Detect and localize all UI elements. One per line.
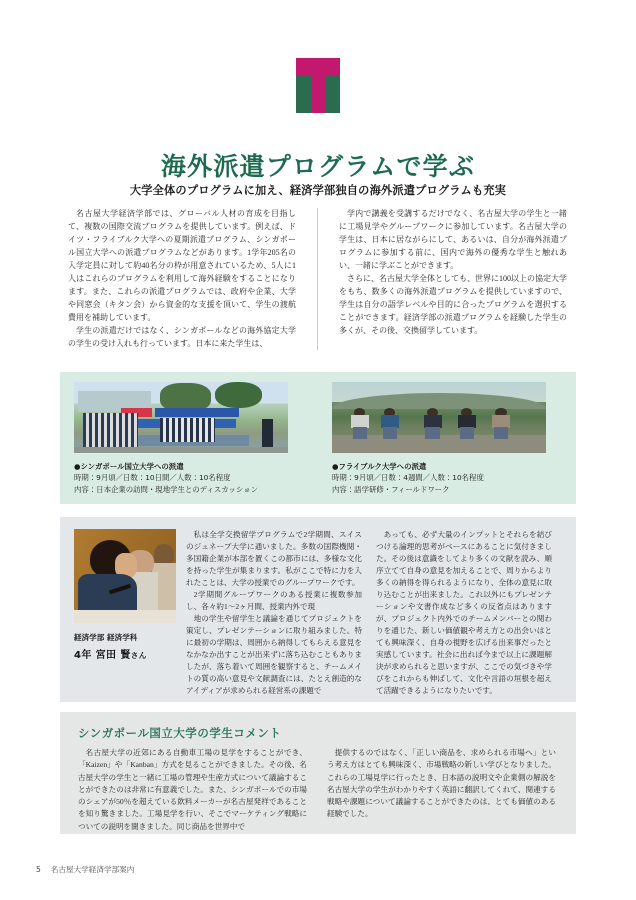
student-portrait-photo — [74, 529, 176, 623]
intro-paragraph-3: 学内で講義を受講するだけでなく、名古屋大学の学生と一緒に工場見学やグループワークに参加しています。名古屋大学の学生は、日本に居ながらにして、あるいは、自分が海外派遣プログラムに参加する前に、国内で海外の優秀な学生と触れあい、一緒に学ぶことができます。 — [339, 209, 567, 270]
photo-caption-freiburg — [332, 461, 576, 495]
student-name-suffix: さん — [130, 651, 147, 660]
comment-paragraph-left: 名古屋大学の近郊にある自動車工場の見学をすることができ、「Kaizen」や「Kanban」方式を見ることができました。その後、名古屋大学の学生と一緒に工場の管理や生産方式について議論することができたのは非常に有意義でした。また、シンガポールでの市場のシェアが50％を超えている飲料メーカーが名古屋発祥であることを知り驚きました。工場見学を行い、そこでマーケティング戦略についての説明を聞きました。同じ商品を世界中で — [78, 748, 307, 831]
student-name-text: 4年 宮田 賢 — [74, 650, 131, 661]
page-subtitle: 大学全体のプログラムに加え、経済学部独自の海外派遣プログラムも充実 — [129, 184, 507, 197]
caption-line1-freiburg: 時期：9月頃／日数：4週間／人数：10名程度 — [332, 473, 484, 483]
logo-vertical-bar — [311, 58, 325, 113]
student-identity — [74, 632, 186, 661]
nagoya-university-t-logo-icon — [296, 58, 340, 113]
photo-caption-singapore — [74, 461, 318, 495]
caption-line2-freiburg: 内容：語学研修・フィールドワーク — [332, 484, 450, 494]
interview-paragraph-1: 私は全学交換留学プログラムで2学期間、スイスのジュネーブ大学に通いました。多数の国際機関・多国籍企業が本部を置くこの都市には、多様な文化を持った学生が集まります。私がここで特に力を入れたことは、大学の授業でのグループワークです。 — [186, 530, 362, 587]
interview-left-column — [186, 529, 362, 697]
interview-paragraph-4: あっても、必ず大量のインプットとそれらを結びつける論理的思考がベースにあることに気付きました。その後は意識をしてより多くの文献を読み、順序立てて自身の意見を加えることで、周りからより多くの納得を得られるようになり、全体の意見に取り込むことが出来ました。これ以外にもプレゼンテーションや文書作成など多くの反省点はありますが、プロジェクト内外でのチームメンバーとの関わりを通じた、新しい価値観や考え方との出会いはとても興味深く、自身の視野を広げる出来事だったと実感しています。社会に出れば今まで以上に課題解決が求められると思いますが、ここでの気づきや学びをこれからも伸ばして、文化や言語の垣根を超えて活躍できるようになりたいです。 — [376, 530, 552, 695]
caption-title-singapore: ●シンガポール国立大学への派遣 — [74, 462, 184, 471]
interview-paragraph-3: 地の学生や留学生と議論を通じてプロジェクトを策定し、プレゼンテーションに取り組みました。特に最初の学期は、周囲から納得してもらえる意見をなかなか出すことが出来ずに落ち込むこともありましたが、落ち着いて周囲を観察すると、チームメイトの質の高い意見や文献調査には、たとえ創造的なアイディアが求められる経営系の課題で — [186, 613, 362, 695]
interview-text — [186, 529, 562, 697]
interview-section — [60, 517, 576, 702]
intro-section — [68, 208, 568, 350]
student-name — [74, 646, 186, 661]
comment-heading: シンガポール国立大学の学生コメント — [78, 726, 282, 740]
comment-paragraph-right: 提供するのではなく、「正しい商品を、求められる市場へ」という考え方はとても興味深く、市場戦略の新しい学びとなりました。これらの工場見学に行ったとき、日本語の説明文や企業側の解説を名古屋大学の学生がわかりやすく英語に翻訳してくれて、関連する戦略や課題について議論することができたのは、とても価値のある経験でした。 — [327, 748, 556, 819]
comment-left-column — [78, 747, 307, 833]
photo-card-freiburg — [332, 382, 576, 495]
caption-line2-singapore: 内容：日本企業の訪問・現地学生とのディスカッション — [74, 484, 258, 494]
logo-container — [0, 58, 636, 113]
column-divider — [317, 208, 318, 350]
page-footer — [36, 864, 134, 875]
freiburg-field-photo — [332, 382, 546, 453]
footer-page-number: 5 — [36, 865, 41, 874]
intro-paragraph-2: 学生の派遣だけではなく、シンガポールなどの海外協定大学の学生の受け入れも行っています。日本に来た学生は、 — [68, 325, 296, 348]
caption-line1-singapore: 時期：9月頃／日数：10日間／人数：10名程度 — [74, 473, 231, 483]
photo-band-section — [60, 372, 576, 504]
student-comment-section — [60, 712, 576, 834]
student-department: 経済学部 経済学科 — [74, 633, 138, 642]
interview-paragraph-2: 2学期間グループワークのある授業に複数参加し、各々約1～2ヶ月間、授業内外で現 — [186, 589, 362, 611]
comment-right-column — [327, 747, 556, 833]
intro-paragraph-4: さらに、名古屋大学全体としても、世界に100以上の協定大学をもち、数多くの海外派遣プログラムを提供していますので、学生は自分の語学レベルや目的に合ったプログラムを選択することができます。経済学部の派遣プログラムを経験した学生の多くが、その後、交換留学しています。 — [339, 273, 567, 335]
page-title: 海外派遣プログラムで学ぶ — [160, 152, 476, 181]
intro-right-column — [339, 208, 567, 350]
interview-right-column — [376, 529, 552, 697]
photo-card-singapore — [74, 382, 318, 495]
intro-paragraph-1: 名古屋大学経済学部では、グローバル人材の育成を目指して、複数の国際交流プログラムを提供しています。例えば、ドイツ・フライブルク大学への夏期派遣プログラム、シンガポール国立大学への派遣プログラムなどがあります。1学年205名の入学定員に対して約40名分の枠が用意されているため、5人に1人はこれらのプログラムを利用して海外経験をすることになります。また、これらの派遣プログラムでは、政府や企業、大学や同窓会（キタン会）から資金的な支援を頂いて、学生の渡航費用を補助しています。 — [68, 209, 296, 322]
interview-profile — [74, 529, 186, 697]
singapore-campus-photo — [74, 382, 288, 453]
intro-left-column — [68, 208, 296, 350]
footer-label: 名古屋大学経済学部案内 — [50, 865, 135, 874]
caption-title-freiburg: ●フライブルク大学への派遣 — [332, 462, 427, 471]
